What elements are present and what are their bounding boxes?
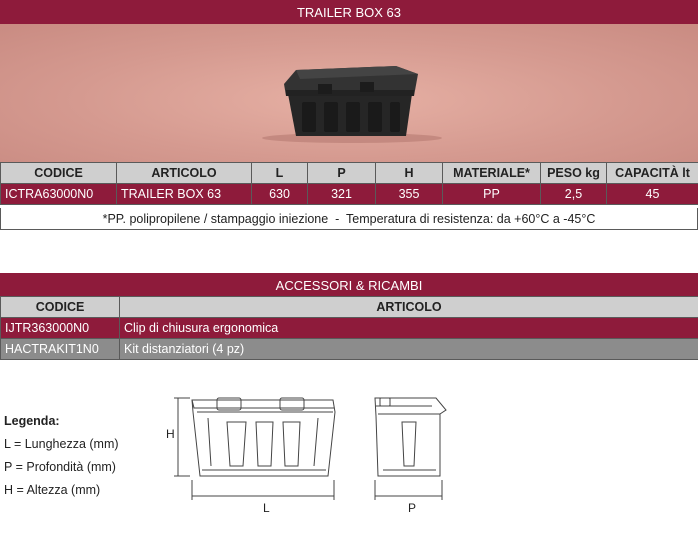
depth-label: P <box>408 501 417 515</box>
column-header: ARTICOLO <box>117 163 252 184</box>
column-header: CAPACITÀ lt <box>607 163 698 184</box>
table-cell: HACTRAKIT1N0 <box>1 339 120 360</box>
column-header: ARTICOLO <box>120 297 698 318</box>
column-header: CODICE <box>1 297 120 318</box>
table-cell: PP <box>443 184 541 205</box>
legend-item: H = Altezza (mm) <box>4 483 101 497</box>
material-note-text: *PP. polipropilene / stampaggio iniezione - Temperatura di resistenza: da +60°C a -45°C <box>102 211 596 226</box>
table-cell: Kit distanziatori (4 pz) <box>120 339 698 360</box>
table-cell: 45 <box>607 184 698 205</box>
column-header: MATERIALE* <box>443 163 541 184</box>
column-header: PESO kg <box>541 163 607 184</box>
legend-title: Legenda: <box>4 414 60 428</box>
column-header: L <box>252 163 308 184</box>
product-title: TRAILER BOX 63 <box>296 4 402 20</box>
accessories-title: ACCESSORI & RICAMBI <box>275 277 423 293</box>
legend-item: P = Profondità (mm) <box>4 460 116 474</box>
column-header: P <box>308 163 376 184</box>
table-cell: 630 <box>252 184 308 205</box>
height-label: H <box>166 427 175 441</box>
length-label: L <box>263 501 270 515</box>
table-cell: ICTRA63000N0 <box>1 184 117 205</box>
table-cell: IJTR363000N0 <box>1 318 120 339</box>
table-cell: 321 <box>308 184 376 205</box>
legend-item: L = Lunghezza (mm) <box>4 437 119 451</box>
table-cell: TRAILER BOX 63 <box>117 184 252 205</box>
table-cell: 2,5 <box>541 184 607 205</box>
table-cell: 355 <box>376 184 443 205</box>
table-cell: Clip di chiusura ergonomica <box>120 318 698 339</box>
column-header: H <box>376 163 443 184</box>
column-header: CODICE <box>1 163 117 184</box>
